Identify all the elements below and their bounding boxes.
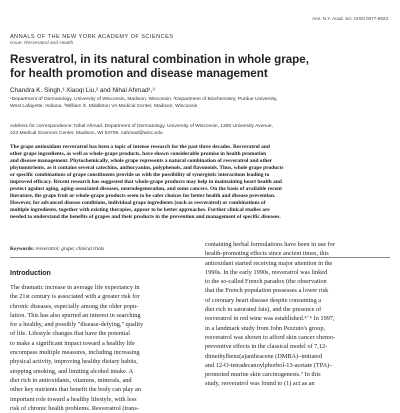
abstract-line: improved efficacy. Recent research has suggested that whole-grape products may help in maintaining heart health and bbox=[10, 178, 282, 185]
author-list: Chandra K. Singh,¹ Xiaoqi Liu,² and Nihal Ahmad¹,³ bbox=[10, 87, 155, 94]
body-line: important role toward a healthy lifestyle, with less bbox=[10, 395, 137, 403]
body-line: 1990s. In the early 1990s, resveratrol was linked bbox=[205, 268, 328, 276]
body-line: health-promoting effects since ancient times, this bbox=[205, 250, 329, 258]
body-line: study, resveratrol was found to (1) act as an bbox=[205, 380, 315, 388]
journal-citation: Ann. N.Y. Acad. Sci. ISSN 0077-8923 bbox=[311, 16, 388, 21]
body-line: the 21st century is associated with a greater risk for bbox=[10, 293, 140, 301]
body-line: stopping smoking, and limiting alcohol intake. A bbox=[10, 367, 134, 375]
body-line: physical activity, improving healthy dietary habits, bbox=[10, 358, 138, 366]
abstract-line: However, for advanced disease conditions, individual grape ingredients (such as resveratrol) or combinations of bbox=[10, 199, 266, 206]
body-column-left bbox=[10, 283, 190, 413]
abstract-line: phytonutrients, as it contains several catechins, anthocyanins, polyphenols, and flavonoids. Thus, whole grape products bbox=[10, 164, 284, 171]
body-line: chronic diseases, especially among the older popu- bbox=[10, 302, 139, 310]
abstract-line: needed to understand the benefits of grapes and their products in the prevention and management of specific diseases. bbox=[10, 213, 281, 220]
body-line: preventive effects in the classical model of 7,12- bbox=[205, 343, 328, 351]
journal-name: ANNALS OF THE NEW YORK ACADEMY OF SCIENCES bbox=[10, 34, 174, 40]
body-line: to the so-called French paradox (the observation bbox=[205, 278, 327, 286]
body-line: in a landmark study from John Pezzuto's group, bbox=[205, 324, 326, 332]
section-heading: Introduction bbox=[10, 270, 51, 277]
abstract-line: The grape antioxidant resveratrol has been a topic of intense research for the past three decades. Resveratrol and bbox=[10, 144, 270, 150]
body-line: containing herbal formulations have been in use for bbox=[205, 241, 335, 248]
title-line: for health promotion and disease management bbox=[10, 66, 268, 80]
correspondence-line: 423 Medical Sciences Center, Madison, WI 53706. nahmad@wisc.edu bbox=[10, 130, 163, 136]
article-title bbox=[10, 53, 340, 80]
body-column-right bbox=[205, 240, 385, 389]
affiliation-line: ¹Department of Dermatology, University of Wisconsin, Madison, Wisconsin. ²Department of Biochemistry, Purdue University, bbox=[10, 97, 278, 102]
body-line: encompass multiple measures, including increasing bbox=[10, 349, 140, 357]
abstract-line: literature, the grape fruit or whole-grape products seem to be safer choices for better health and disease prevention. bbox=[10, 192, 276, 199]
abstract bbox=[10, 144, 390, 220]
body-line: that the French population possesses a lower risk bbox=[205, 287, 329, 295]
abstract-line: protect against aging, aging-associated diseases, neurodegeneration, and some cancers. On the basis of available recent bbox=[10, 185, 282, 192]
body-line: diet rich in saturated fats), and the presence of bbox=[205, 306, 322, 314]
keywords-label: Keywords: bbox=[10, 246, 35, 252]
correspondence-line: Address for correspondence: Nihal Ahmad, Department of Dermatology, University of Wisconsin, 1300 University Avenue, bbox=[10, 124, 273, 129]
body-line: diet rich in antioxidants, vitamins, minerals, and bbox=[10, 376, 132, 384]
abstract-line: and disease management. Phytochemically, whole grape represents a natural combination of resveratrol and other bbox=[10, 157, 273, 164]
keywords-value: resveratrol; grape; clinical trials bbox=[35, 246, 105, 252]
body-line: of life. Lifestyle changes that have the potential bbox=[10, 330, 130, 338]
abstract-line: other grape ingredients, as well as whole-grape products, have shown considerable promise in health promotion bbox=[10, 150, 267, 157]
body-line: risk of chronic health problems. Resveratrol (trans- bbox=[10, 404, 139, 412]
title-line: Resveratrol, in its natural combination in whole grape, bbox=[10, 53, 309, 66]
body-line: dimethylbenz(a)anthracene (DMBA)–initiated bbox=[205, 352, 322, 360]
affiliations bbox=[10, 97, 360, 110]
body-line: lation. This has also spurred an interest in searching bbox=[10, 311, 141, 319]
body-line: other key nutrients that benefit the body can play an bbox=[10, 386, 141, 394]
affiliation-line: West Lafayette, Indiana. ³William S. Middleton VA Medical Center, Madison, Wisconsin bbox=[10, 103, 198, 109]
body-line: antioxidant started receiving major attention in the bbox=[205, 259, 333, 267]
body-line: and 12-O-tetradecanoylphorbol-13-acetate (TPA)– bbox=[205, 361, 333, 369]
body-line: to make a significant impact toward a healthy life bbox=[10, 339, 135, 347]
keywords bbox=[10, 246, 104, 252]
body-line: resveratrol in red wine was established.⁴⁻⁶ In 1997, bbox=[205, 315, 335, 323]
issue-label: Issue: Resveratrol and Health bbox=[10, 41, 74, 46]
abstract-line: multiple ingredients, together with existing therapies, appear to be better approaches. Further clinical studies are bbox=[10, 206, 270, 213]
correspondence-address bbox=[10, 124, 360, 137]
body-line: of coronary heart disease despite consuming a bbox=[205, 296, 322, 304]
abstract-line: or specific combinations of grape constituents provide us with the possibility of synergistic interactions leading to bbox=[10, 171, 270, 178]
body-line: The dramatic increase in average life expectancy in bbox=[10, 284, 140, 291]
body-line: for a healthy, and possibly "disease-defying," quality bbox=[10, 321, 144, 329]
body-line: resveratrol was shown to afford skin cancer chemo- bbox=[205, 333, 336, 341]
body-line: promoted murine skin carcinogenesis.⁷ In this bbox=[205, 371, 321, 379]
